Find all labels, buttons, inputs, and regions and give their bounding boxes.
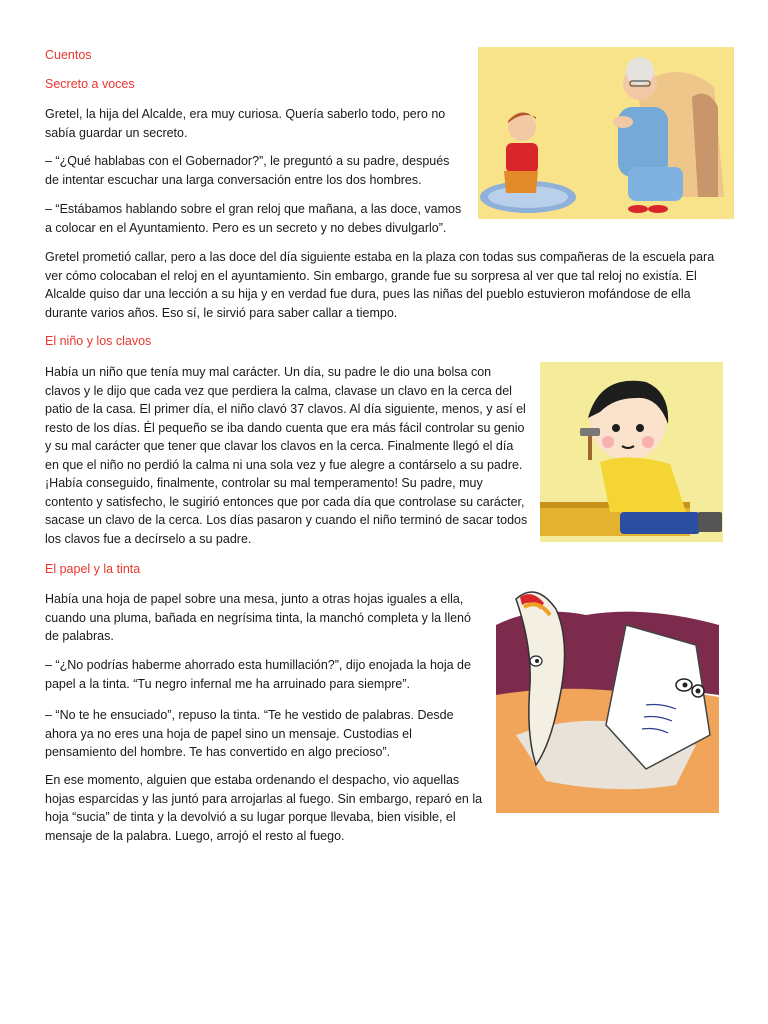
illustration-boy-hammering — [540, 362, 723, 542]
story-title-nino-clavos: El niño y los clavos — [45, 334, 152, 348]
story3-paragraph: En ese momento, alguien que estaba ordenando el despacho, vio aquellas hojas esparcidas y las juntó para arrojarlas al fuego. Sin embargo, reparó en la hoja “sucia” de tinta y la devolvió a su lugar porque llevaba, bien visible, el mensaje de la palabra. Luego, arrojó el resto al fuego. — [45, 773, 483, 843]
story3-paragraph: – “No te he ensuciado”, repuso la tinta. “Te he vestido de palabras. Desde ahora ya no eres una hoja de papel sino un mensaje. Custodias el pensamiento del hombre. Te has convertido en algo precioso”. — [45, 708, 454, 759]
story1-paragraph: Gretel, la hija del Alcalde, era muy curiosa. Quería saberlo todo, pero no sabía guardar un secreto. — [45, 107, 446, 140]
story1-paragraph: – “¿Qué hablabas con el Gobernador?”, le preguntó a su padre, después de intentar escuchar una larga conversación entre los dos hombres. — [45, 154, 450, 187]
story-title-papel-tinta: El papel y la tinta — [45, 562, 141, 576]
story2-paragraph: Había un niño que tenía muy mal carácter. Un día, su padre le dio una bolsa con clavos y le dijo que cada vez que perdiera la calma, clavase un clavo en la cerca del patio de la casa. El primer día, el niño clavó 37 clavos. Al día siguiente, menos, y así el resto de los días. Él pequeño se iba dando cuenta que era más fácil controlar su genio y su mal carácter que tener que clavar los clavos en la cerca. Finalmente llegó el día en que el niño no perdió la calma ni una sola vez y fue alegre a contárselo a su padre. ¡Había conseguido, finalmente, controlar su mal temperamento! Su padre, muy contento y satisfecho, le sugirió entonces que por cada día que controlase su carácter, sacase un clavo de la cerca. Los días pasaron y cuando el niño terminó de sacar todos los clavos fue a decírselo a su padre. — [45, 365, 528, 546]
story1-paragraph: Gretel prometió callar, pero a las doce del día siguiente estaba en la plaza con todas sus compañeras de la escuela para ver cómo colocaban el reloj en el ayuntamiento. Sin embargo, grande fue su sorpresa al ver que tal reloj no existía. El Alcalde quiso dar una lección a su hija y en verdad fue dura, pues las niñas del pueblo estuvieron mofándose de ella durante varios años. Eso sí, le sirvió para saber callar a tiempo. — [45, 250, 715, 320]
story1-paragraph: – “Estábamos hablando sobre el gran reloj que mañana, a las doce, vamos a colocar en el Ayuntamiento. Pero es un secreto y no debes divulgarlo”. — [45, 202, 462, 235]
illustration-grandmother-and-boy — [478, 47, 734, 219]
story-title-secreto: Secreto a voces — [45, 77, 135, 91]
story3-paragraph: – “¿No podrías haberme ahorrado esta humillación?”, dijo enojada la hoja de papel a la tinta. “Tu negro infernal me ha arruinado para siempre”. — [45, 658, 471, 691]
section-title: Cuentos — [45, 48, 92, 62]
story3-paragraph: Había una hoja de papel sobre una mesa, junto a otras hojas iguales a ella, cuando una pluma, bañada en negrísima tinta, la manchó completa y la llenó de palabras. — [45, 592, 471, 643]
illustration-paper-and-ink — [496, 585, 719, 813]
